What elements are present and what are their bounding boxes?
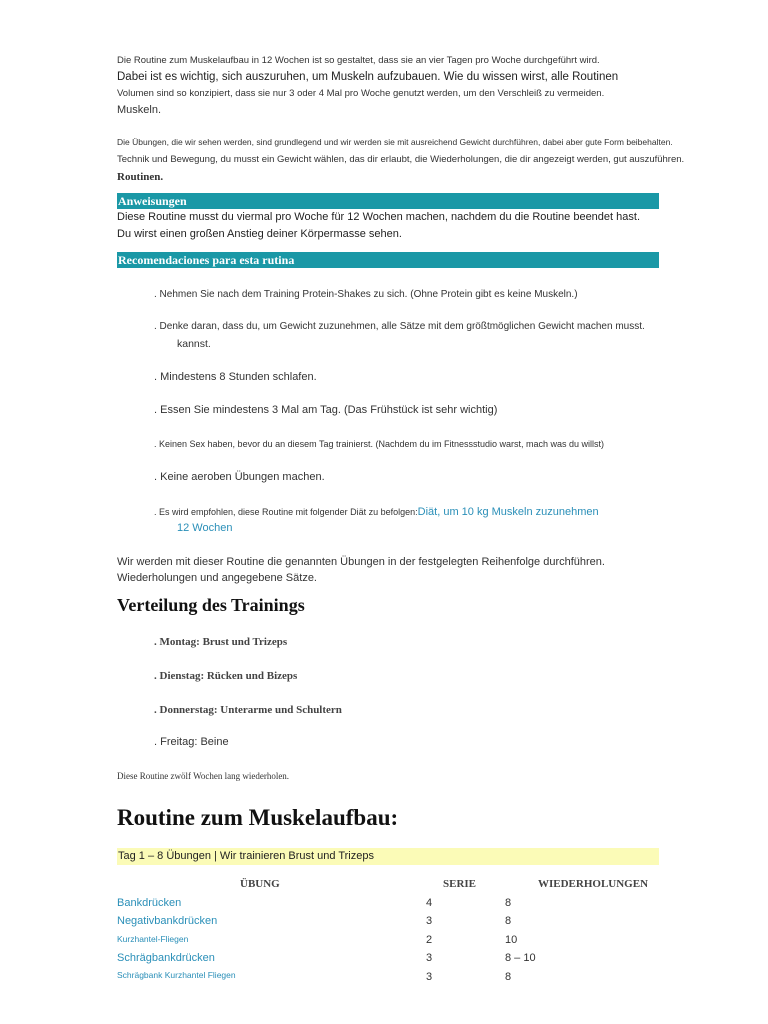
anweisungen-heading: Anweisungen bbox=[117, 193, 659, 209]
summary-line-2: Wiederholungen und angegebene Sätze. bbox=[117, 572, 317, 584]
recommendation-item: . Keinen Sex haben, bevor du an diesem Tag trainierst. (Nachdem du im Fitnessstudio warst, mach was du willst) bbox=[154, 439, 605, 449]
recommendation-item: . Essen Sie mindestens 3 Mal am Tag. (Das Frühstück ist sehr wichtig) bbox=[154, 404, 498, 416]
repeat-note: Diese Routine zwölf Wochen lang wiederholen. bbox=[117, 771, 290, 781]
exercise-sets: 3 bbox=[426, 915, 433, 927]
intro-line-6: Technik und Bewegung, du musst ein Gewicht wählen, das dir erlaubt, die Wiederholungen, die dir angezeigt werden, gut auszuführen. bbox=[117, 154, 685, 165]
training-day: . Dienstag: Rücken und Bizeps bbox=[154, 670, 298, 682]
column-header-reps: WIEDERHOLUNGEN bbox=[538, 878, 649, 890]
summary-line-1: Wir werden mit dieser Routine die genannten Übungen in der festgelegten Reihenfolge durchführen. bbox=[117, 556, 605, 568]
exercise-sets: 4 bbox=[426, 897, 433, 909]
intro-line-5: Die Übungen, die wir sehen werden, sind grundlegend und wir werden sie mit ausreichend Gewicht durchführen, dabei aber gute Form beibehalten. bbox=[117, 137, 673, 147]
recommendation-item: . Mindestens 8 Stunden schlafen. bbox=[154, 371, 317, 383]
column-header-sets: SERIE bbox=[443, 878, 477, 890]
intro-line-7: Routinen. bbox=[117, 171, 164, 183]
column-header-exercise: ÜBUNG bbox=[240, 878, 280, 890]
recommendation-item-diet bbox=[154, 506, 599, 518]
exercise-link[interactable]: Schrägbankdrücken bbox=[117, 952, 215, 964]
routine-heading: Routine zum Muskelaufbau: bbox=[117, 805, 399, 830]
diet-link[interactable]: Diät, um 10 kg Muskeln zuzunehmen bbox=[417, 506, 599, 518]
recommendation-item: . Nehmen Sie nach dem Training Protein-Shakes zu sich. (Ohne Protein gibt es keine Muskeln.) bbox=[154, 289, 578, 300]
anweisungen-text-1: Diese Routine musst du viermal pro Woche für 12 Wochen machen, nachdem du die Routine beendet hast. bbox=[117, 211, 640, 223]
training-distribution-heading: Verteilung des Trainings bbox=[117, 595, 305, 615]
exercise-reps: 10 bbox=[505, 934, 518, 946]
exercise-sets: 3 bbox=[426, 971, 433, 983]
exercise-reps: 8 bbox=[505, 915, 512, 927]
training-day: . Freitag: Beine bbox=[154, 736, 229, 748]
exercise-link[interactable]: Kurzhantel-Fliegen bbox=[117, 934, 189, 944]
training-day: . Donnerstag: Unterarme und Schultern bbox=[154, 704, 342, 716]
exercise-sets: 3 bbox=[426, 952, 433, 964]
recommendations-heading: Recomendaciones para esta rutina bbox=[117, 252, 659, 268]
exercise-link[interactable]: Negativbankdrücken bbox=[117, 915, 218, 927]
recommendation-item-continuation: kannst. bbox=[177, 338, 211, 350]
recommendation-item: . Denke daran, dass du, um Gewicht zuzunehmen, alle Sätze mit dem größtmöglichen Gewicht machen musst. bbox=[154, 321, 645, 332]
intro-line-2: Dabei ist es wichtig, sich auszuruhen, um Muskeln aufzubauen. Wie du wissen wirst, alle Routinen bbox=[117, 71, 619, 83]
anweisungen-text-2: Du wirst einen großen Anstieg deiner Körpermasse sehen. bbox=[117, 228, 402, 240]
intro-line-1: Die Routine zum Muskelaufbau in 12 Wochen ist so gestaltet, dass sie an vier Tagen pro Woche durchgeführt wird. bbox=[117, 55, 600, 66]
training-day: . Montag: Brust und Trizeps bbox=[154, 636, 288, 648]
diet-link-continuation[interactable]: 12 Wochen bbox=[177, 522, 233, 534]
intro-line-3: Volumen sind so konzipiert, dass sie nur 3 oder 4 Mal pro Woche genutzt werden, um den Verschleiß zu vermeiden. bbox=[117, 88, 605, 99]
exercise-reps: 8 bbox=[505, 897, 512, 909]
diet-recommendation-text: . Es wird empfohlen, diese Routine mit folgender Diät zu befolgen: bbox=[154, 507, 418, 517]
recommendation-item: . Keine aeroben Übungen machen. bbox=[154, 471, 325, 483]
intro-line-4: Muskeln. bbox=[117, 104, 162, 116]
day-1-bar: Tag 1 – 8 Übungen | Wir trainieren Brust und Trizeps bbox=[117, 848, 659, 865]
exercise-sets: 2 bbox=[426, 934, 433, 946]
exercise-reps: 8 bbox=[505, 971, 512, 983]
exercise-link[interactable]: Schrägbank Kurzhantel Fliegen bbox=[117, 970, 236, 980]
exercise-link[interactable]: Bankdrücken bbox=[117, 897, 182, 909]
exercise-reps: 8 – 10 bbox=[505, 952, 536, 964]
